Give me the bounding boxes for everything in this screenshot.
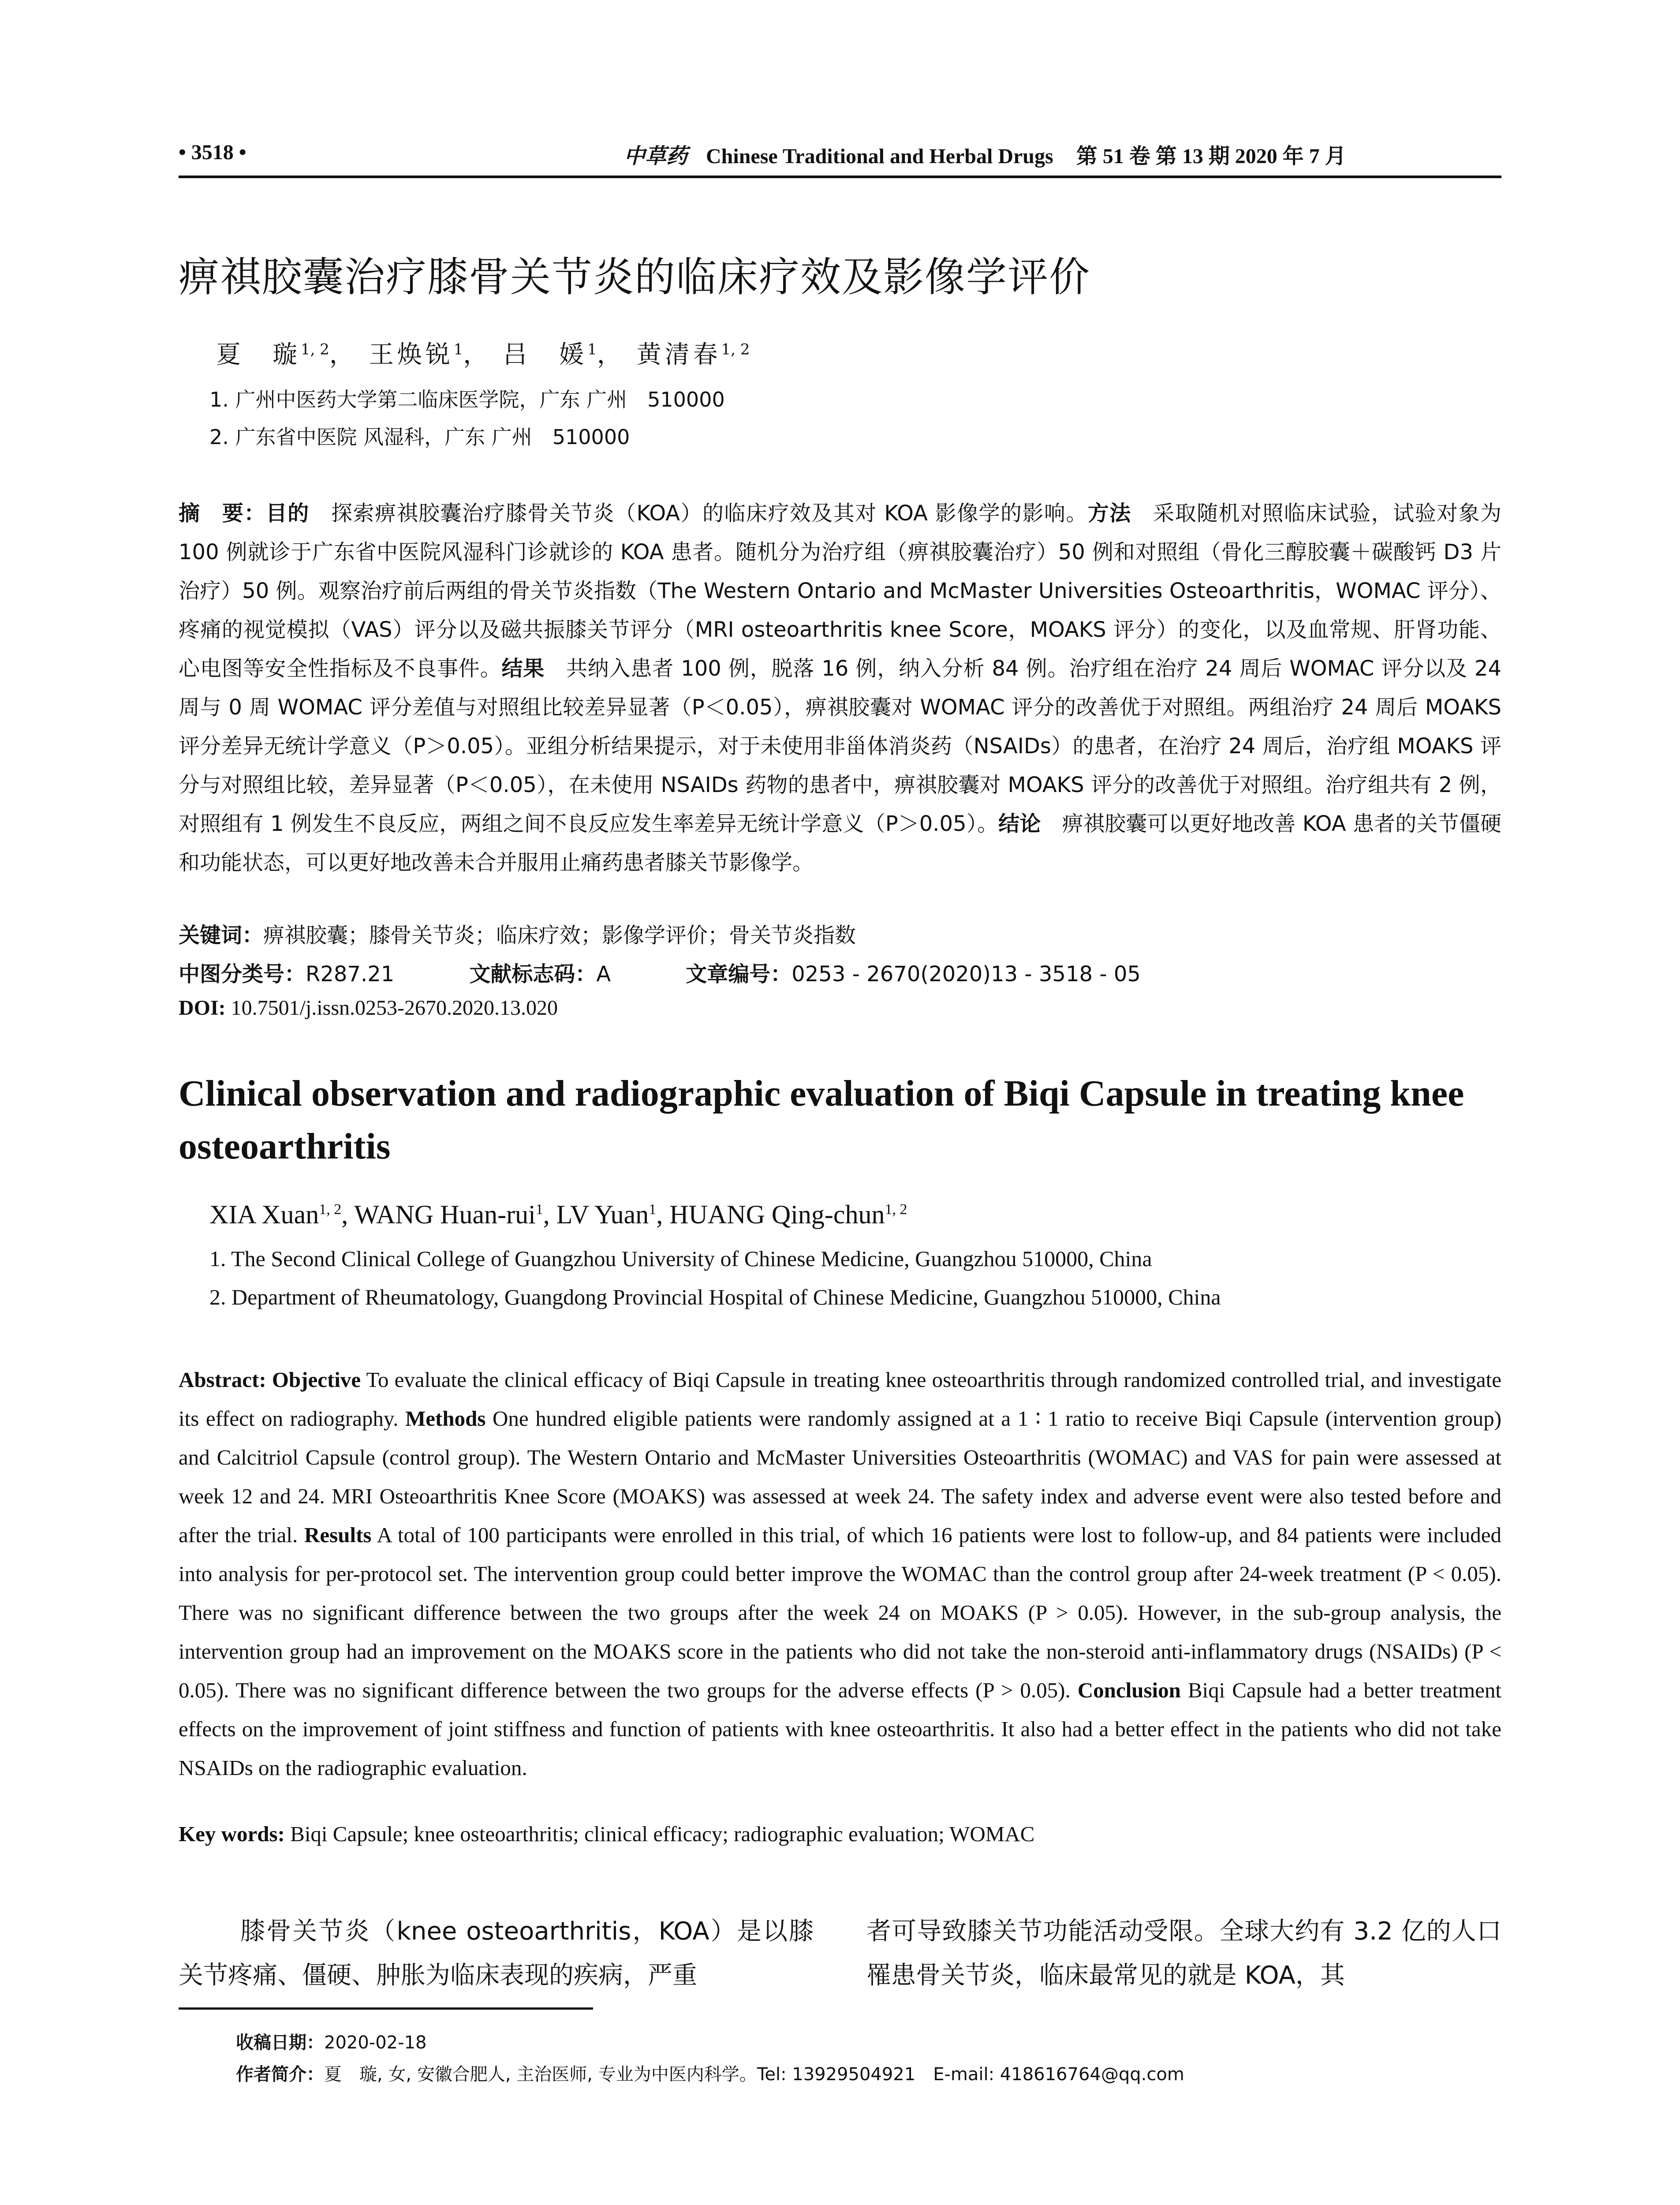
cn-objective-text: 探索痹祺胶囊治疗膝骨关节炎（KOA）的临床疗效及其对 KOA 影像学的影响。 bbox=[309, 501, 1088, 526]
en-objective-label: Objective bbox=[272, 1368, 361, 1392]
journal-issue: 第 51 卷 第 13 期 2020 年 7 月 bbox=[1076, 145, 1346, 168]
cn-author-sup: 1, 2 bbox=[301, 340, 329, 359]
en-methods-label: Methods bbox=[405, 1406, 486, 1431]
doi-line bbox=[179, 996, 558, 1020]
cn-author-sup: 1 bbox=[587, 340, 597, 359]
doccode-value: A bbox=[596, 962, 611, 987]
cn-conclusion-label: 结论 bbox=[998, 811, 1041, 836]
en-results-text: A total of 100 participants were enrolled in this trial, of which 16 patients were lost to follow-up, and 84 patients were included into analysis for per-protocol set. The intervention group could better improve the WOMAC than the control group after 24-week treatment (P < 0.05). There was no significant difference between the two groups after the week 24 on MOAKS (P > 0.05). However, in the sub-group analysis, the intervention group had an improvement on the MOAKS score in the patients who did not take the non-steroid anti-inflammatory drugs (NSAIDs) (P < 0.05). There was no significant difference between the two groups for the adverse effects (P > 0.05). bbox=[179, 1523, 1501, 1702]
received-value: 2020-02-18 bbox=[324, 2033, 427, 2053]
en-author-name: WANG Huan-rui bbox=[354, 1200, 536, 1229]
cn-author-name: 吕 媛 bbox=[503, 340, 588, 369]
cn-keywords-label: 关键词： bbox=[179, 923, 264, 948]
en-author-name: HUANG Qing-chun bbox=[669, 1200, 885, 1229]
en-author-sep: , bbox=[656, 1200, 670, 1229]
cn-author-sup: 1, 2 bbox=[721, 340, 750, 359]
en-conclusion-label: Conclusion bbox=[1077, 1678, 1181, 1702]
en-affiliation-2: 2. Department of Rheumatology, Guangdong Provincial Hospital of Chinese Medicine, Guangzhou 510000, China bbox=[209, 1285, 1221, 1309]
header-rule bbox=[179, 176, 1501, 178]
article-value: 0253 - 2670(2020)13 - 3518 - 05 bbox=[791, 962, 1141, 987]
running-header bbox=[179, 132, 1501, 168]
cn-abstract bbox=[179, 494, 1501, 882]
cn-title: 痹祺胶囊治疗膝骨关节炎的临床疗效及影像学评价 bbox=[179, 254, 1091, 301]
class-label: 中图分类号： bbox=[179, 962, 306, 987]
author-bio-label: 作者简介： bbox=[236, 2064, 324, 2085]
page-number: • 3518 • bbox=[179, 141, 246, 164]
en-keywords bbox=[179, 1821, 1034, 1846]
cn-affiliation-2: 2. 广东省中医院 风湿科，广东 广州 510000 bbox=[209, 425, 630, 449]
en-title: Clinical observation and radiographic evaluation of Biqi Capsule in treating knee osteoarthritis bbox=[179, 1073, 1464, 1167]
cn-objective-label: 目的 bbox=[265, 501, 310, 526]
cn-methods-label: 方法 bbox=[1087, 501, 1131, 526]
cn-affiliation-1: 1. 广州中医药大学第二临床医学院，广东 广州 510000 bbox=[209, 388, 725, 411]
cn-authors bbox=[216, 335, 750, 370]
en-author-name: XIA Xuan bbox=[209, 1200, 319, 1229]
cn-author-sep: ， bbox=[463, 340, 492, 369]
author-bio-value: 夏 璇, 女, 安徽合肥人, 主治医师, 专业为中医内科学。Tel: 13929504921 E-mail: 418616764@qq.com bbox=[324, 2064, 1184, 2085]
journal-name bbox=[624, 139, 1346, 169]
footnote-rule bbox=[179, 2007, 593, 2010]
article-label: 文章编号： bbox=[686, 962, 792, 987]
cn-abstract-label: 摘 要： bbox=[179, 501, 266, 526]
cn-keywords bbox=[179, 918, 856, 949]
cn-results-label: 结果 bbox=[501, 656, 545, 681]
cn-author-sep: ， bbox=[329, 340, 358, 369]
en-author-sup: 1, 2 bbox=[885, 1201, 907, 1218]
cn-author-name: 夏 璇 bbox=[216, 340, 301, 369]
class-value: R287.21 bbox=[306, 962, 395, 987]
en-conclusion-text: Biqi Capsule had a better treatment effects on the improvement of joint stiffness and function of patients with knee osteoarthritis. It also had a better effect in the patients who did not take NSAIDs on the radiographic evaluation. bbox=[179, 1678, 1501, 1780]
cn-classification bbox=[179, 957, 1141, 987]
cn-author-name: 黄清春 bbox=[636, 340, 721, 369]
cn-keywords-text: 痹祺胶囊；膝骨关节炎；临床疗效；影像学评价；骨关节炎指数 bbox=[263, 923, 856, 948]
en-affiliation-1: 1. The Second Clinical College of Guangzhou University of Chinese Medicine, Guangzhou 510000, China bbox=[209, 1246, 1152, 1271]
cn-author-name: 王焕锐 bbox=[369, 340, 454, 369]
doi-value: 10.7501/j.issn.0253-2670.2020.13.020 bbox=[225, 996, 558, 1020]
en-author-sup: 1, 2 bbox=[319, 1201, 342, 1218]
en-author-sup: 1 bbox=[649, 1201, 657, 1218]
doccode-label: 文献标志码： bbox=[469, 962, 597, 987]
en-abstract bbox=[179, 1360, 1501, 1787]
body-column-left: 膝骨关节炎（knee osteoarthritis，KOA）是以膝关节疼痛、僵硬、肿胀为临床表现的疾病，严重 bbox=[179, 1917, 814, 1990]
en-author-sep: , bbox=[543, 1200, 556, 1229]
en-keywords-text: Biqi Capsule; knee osteoarthritis; clinical efficacy; radiographic evaluation; WOMAC bbox=[284, 1822, 1035, 1846]
cn-methods-text: 采取随机对照临床试验，试验对象为 100 例就诊于广东省中医院风湿科门诊就诊的 KOA 患者。随机分为治疗组（痹祺胶囊治疗）50 例和对照组（骨化三醇胶囊＋碳酸钙 D3 片治疗）50 例。观察治疗前后两组的骨关节炎指数（The Western Ontario and McMaster Universities Osteoarthritis，WOMAC 评分）、疼痛的视觉模拟（VAS）评分以及磁共振膝关节评分（MRI osteoarthritis knee Score，MOAKS 评分）的变化，以及血常规、肝肾功能、心电图等安全性指标及不良事件。 bbox=[179, 501, 1501, 681]
journal-en-name: Chinese Traditional and Herbal Drugs bbox=[706, 145, 1053, 168]
en-results-label: Results bbox=[304, 1523, 372, 1547]
cn-results-text: 共纳入患者 100 例，脱落 16 例，纳入分析 84 例。治疗组在治疗 24 周后 WOMAC 评分以及 24 周与 0 周 WOMAC 评分差值与对照组比较差异显著（P＜0.05），痹祺胶囊对 WOMAC 评分的改善优于对照组。两组治疗 24 周后 MOAKS 评分差异无统计学意义（P＞0.05）。亚组分析结果提示，对于未使用非甾体消炎药（NSAIDs）的患者，在治疗 24 周后，治疗组 MOAKS 评分与对照组比较，差异显著（P＜0.05），在未使用 NSAIDs 药物的患者中，痹祺胶囊对 MOAKS 评分的改善优于对照组。治疗组共有 2 例，对照组有 1 例发生不良反应，两组之间不良反应发生率差异无统计学意义（P＞0.05）。 bbox=[179, 656, 1501, 836]
en-author-sup: 1 bbox=[535, 1201, 543, 1218]
footnote-received bbox=[236, 2029, 426, 2054]
body-column-right: 者可导致膝关节功能活动受限。全球大约有 3.2 亿的人口罹患骨关节炎，临床最常见的就是 KOA，其 bbox=[866, 1917, 1501, 1990]
cn-author-sup: 1 bbox=[453, 340, 463, 359]
en-methods-text: One hundred eligible patients were randomly assigned at a 1 ∶ 1 ratio to receive Biqi Capsule (intervention group) and Calcitriol Capsule (control group). The Western Ontario and McMaster Universities Osteoarthritis (WOMAC) and VAS for pain were assessed at week 12 and 24. MRI Osteoarthritis Knee Score (MOAKS) was assessed at week 24. The safety index and adverse event were also tested before and after the trial. bbox=[179, 1406, 1502, 1547]
en-objective-text: To evaluate the clinical efficacy of Biqi Capsule in treating knee osteoarthritis through randomized controlled trial, and investigate its effect on radiography. bbox=[179, 1368, 1501, 1431]
en-abstract-label: Abstract: bbox=[179, 1368, 272, 1392]
en-author-name: LV Yuan bbox=[556, 1200, 649, 1229]
en-authors bbox=[209, 1200, 907, 1230]
cn-author-sep: ， bbox=[597, 340, 625, 369]
journal-cn-name: 中草药 bbox=[624, 145, 688, 168]
received-label: 收稿日期： bbox=[236, 2033, 324, 2053]
en-author-sep: , bbox=[341, 1200, 355, 1229]
en-keywords-label: Key words: bbox=[179, 1822, 285, 1846]
cn-conclusion-text: 痹祺胶囊可以更好地改善 KOA 患者的关节僵硬和功能状态，可以更好地改善未合并服用止痛药患者膝关节影像学。 bbox=[179, 811, 1501, 875]
footnote-author bbox=[236, 2060, 1184, 2085]
doi-label: DOI: bbox=[179, 996, 226, 1020]
